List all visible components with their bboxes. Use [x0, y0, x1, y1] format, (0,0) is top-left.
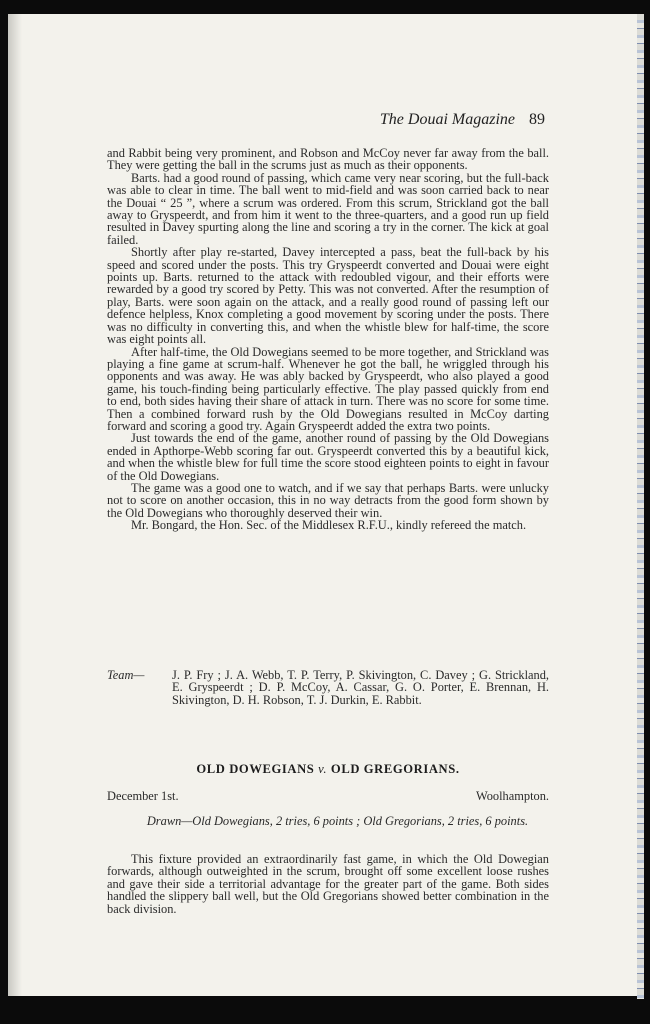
paragraph: This fixture provided an extraordinarily fast game, in which the Old Dowegian forwards, although outweighted in the scrum, brought off some excellent loose rushes and gave their side a territorial advantage for the greater part of the game. Both sides handled the slippery ball well, but the Old Gregorians showed better combination in the back division. — [107, 852, 549, 916]
match-venue: Woolhampton. — [476, 789, 549, 803]
paragraph: The game was a good one to watch, and if we say that perhaps Barts. were unlucky not to score on another occasion, this in no way detracts from the good form shown by the Old Dowegians who thoroughly deserved their win. — [107, 480, 549, 520]
page-number: 89 — [529, 111, 545, 128]
running-header — [100, 111, 545, 129]
magazine-title: The Douai Magazine — [379, 111, 515, 128]
result-text: Drawn—Old Dowegians, 2 tries, 6 points ; Old Gregorians, 2 tries, 6 points. — [146, 814, 529, 828]
match-date: December 1st. — [107, 789, 179, 803]
paragraph: After half-time, the Old Dowegians seemed to be more together, and Strickland was playing a fine game at scrum-half. Whenever he got the ball, he wriggled through his opponents and was away. He was ably backed by Gryspeerdt, who also played a good game, his touch-finding being particularly effective. The play passed quickly from end to end, both sides having their share of attack in turn. There was no score for some time. Then a combined forward rush by the Old Dowegians resulted in McCoy darting forward and scoring a good try. Again Gryspeerdt added the extra two points. — [107, 344, 549, 433]
paragraph: Just towards the end of the game, another round of passing by the Old Dowegians ended in Apthorpe-Webb scoring far out. Gryspeerdt converted this by a beautiful kick, and when the whistle blew for full time the score stood eighteen points to eight in favour of the Old Dowegians. — [107, 431, 549, 483]
page-edge-strip — [637, 14, 644, 999]
team-names: J. P. Fry ; J. A. Webb, T. P. Terry, P. Skivington, C. Davey ; G. Strickland, E. Gryspeerdt ; D. P. McCoy, A. Cassar, G. O. Porter, E. Brennan, H. Skivington, D. H. Robson, T. J. Durkin, E. Rabbit. — [172, 668, 549, 707]
paragraph: and Rabbit being very prominent, and Robson and McCoy never far away from the ball. They were getting the ball in the scrums just as much as their opponents. — [107, 146, 549, 173]
paragraph: Shortly after play re-started, Davey intercepted a pass, beat the full-back by his speed and scored under the posts. This try Gryspeerdt converted and Douai were eight points up. Barts. returned to the attack with redoubled vigour, and their efforts were rewarded by a good try scored by Petty. This was not converted. After the resumption of play, Barts. were soon again on the attack, and a really good round of passing left our defence helpless, Knox completing a good movement by scoring under the posts. There was no difficulty in converting this, and when the whistle blew for half-time, the score was eight points all. — [107, 245, 549, 347]
versus: v. — [318, 762, 328, 776]
team-label: Team— — [107, 668, 145, 682]
paragraph: Mr. Bongard, the Hon. Sec. of the Middlesex R.F.U., kindly refereed the match. — [131, 518, 527, 533]
home-team: OLD DOWEGIANS — [196, 762, 315, 776]
paragraph: Barts. had a good round of passing, which came very near scoring, but the full-back was able to clear in time. The ball went to mid-field and was soon carried back to near the Douai “ 25 ”, where a scrum was ordered. From this scrum, Strickland got the ball away to Gryspeerdt, and from him it went to the three-quarters, and a good run up field resulted in Davey spurting along the line and scoring a try in the corner. The kick at goal failed. — [107, 170, 549, 247]
second-match-report — [107, 853, 549, 915]
match-result — [140, 815, 535, 828]
match-heading — [107, 762, 549, 777]
away-team: OLD GREGORIANS. — [330, 762, 460, 776]
match-report-text — [107, 147, 549, 532]
page-gutter-shadow — [8, 14, 22, 996]
